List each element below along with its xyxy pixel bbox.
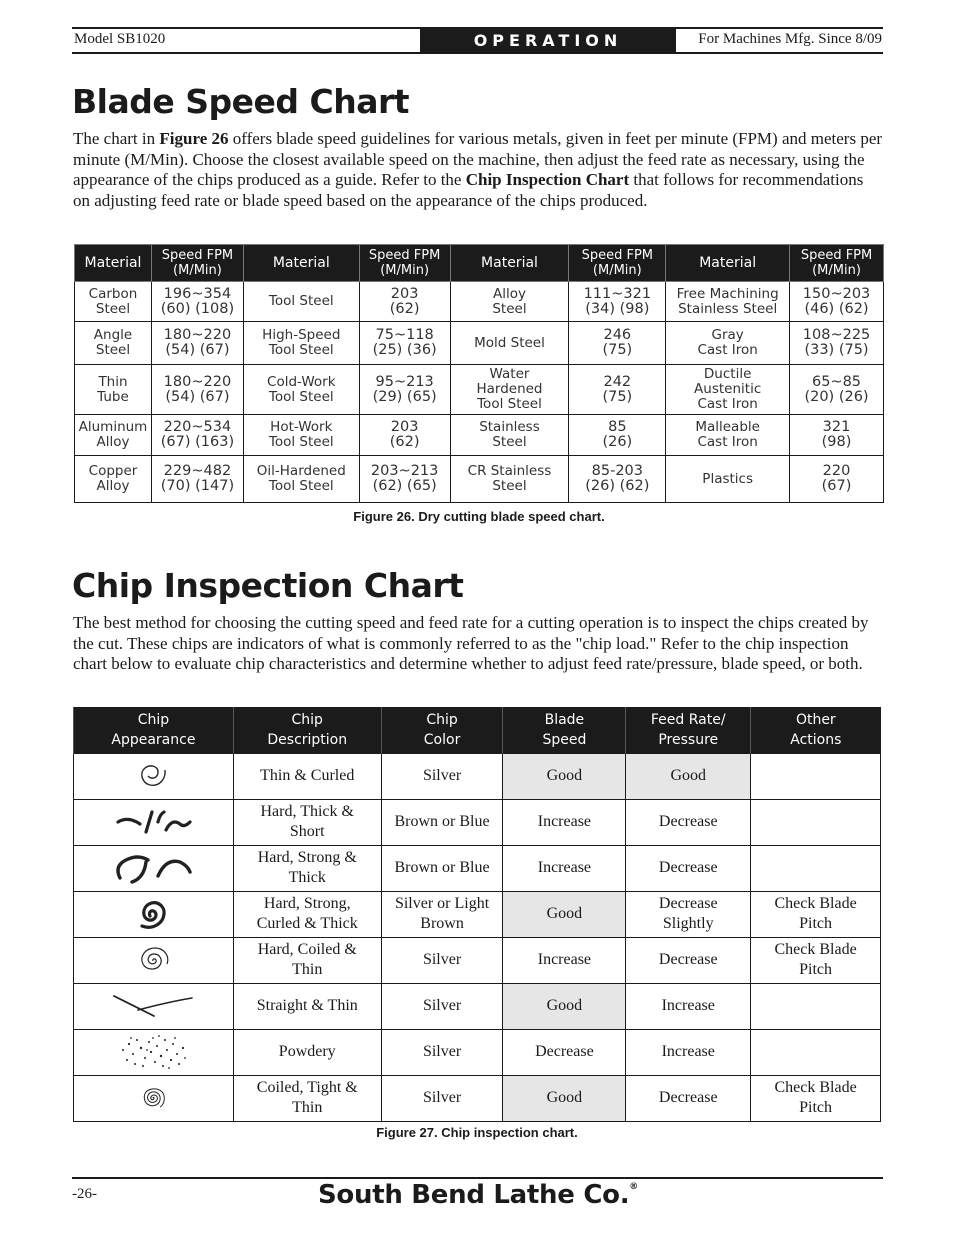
speed-cell: 85 (26): [569, 415, 666, 456]
material-cell: Ductile Austenitic Cast Iron: [666, 365, 790, 415]
chip-appearance-cell: [74, 845, 234, 891]
feed-rate-cell: Decrease: [626, 937, 751, 983]
speed-cell: 220~534 (67) (163): [151, 415, 243, 456]
chip-color-cell: Silver: [381, 983, 503, 1029]
footer-rule: [72, 1177, 883, 1179]
chip-description-cell: Hard, Thick & Short: [233, 799, 381, 845]
feed-rate-cell: Increase: [626, 1029, 751, 1075]
speed-cell: 180~220 (54) (67): [151, 365, 243, 415]
speed-cell: 203 (62): [359, 282, 450, 322]
chip-color-cell: Silver: [381, 1029, 503, 1075]
feed-rate-cell: Decrease: [626, 799, 751, 845]
chip-table-row: [74, 753, 881, 799]
blade-speed-cell: Good: [503, 753, 626, 799]
material-cell: Mold Steel: [450, 322, 569, 365]
speed-cell: 203~213 (62) (65): [359, 456, 450, 503]
feed-rate-cell: Decrease Slightly: [626, 891, 751, 937]
material-cell: Water Hardened Tool Steel: [450, 365, 569, 415]
chip-description-cell: Straight & Thin: [233, 983, 381, 1029]
feed-rate-header: Feed Rate/ Pressure: [626, 707, 751, 753]
chip-color-cell: Brown or Blue: [381, 845, 503, 891]
chip-table-row: [74, 937, 881, 983]
speed-cell: 242 (75): [569, 365, 666, 415]
chip-color-header: Chip Color: [381, 707, 503, 753]
coiled-thin-chip-icon: [74, 940, 233, 980]
blade-speed-cell: Increase: [503, 799, 626, 845]
chip-appearance-cell: [74, 1075, 234, 1121]
material-cell: Carbon Steel: [75, 282, 152, 322]
speed-cell: 180~220 (54) (67): [151, 322, 243, 365]
blade-speed-cell: Good: [503, 983, 626, 1029]
figure-26-reference: Figure 26: [159, 129, 229, 148]
chip-color-cell: Brown or Blue: [381, 799, 503, 845]
chip-description-cell: Coiled, Tight & Thin: [233, 1075, 381, 1121]
speed-cell: 111~321 (34) (98): [569, 282, 666, 322]
speed-cell: 75~118 (25) (36): [359, 322, 450, 365]
speed-cell: 246 (75): [569, 322, 666, 365]
material-cell: CR Stainless Steel: [450, 456, 569, 503]
chip-color-cell: Silver or Light Brown: [381, 891, 503, 937]
chip-inspection-paragraph: The best method for choosing the cutting speed and feed rate for a cutting operation is to inspect the chips created by the cut. These chips are indicators of what is commonly referred to as the "chip load." Refer to the chip inspection chart below to evaluate chip characteristics and determine whether to adjust feed rate/pressure, blade speed, or both.: [73, 613, 869, 673]
other-actions-cell: [751, 845, 881, 891]
speed-cell: 85-203 (26) (62): [569, 456, 666, 503]
chip-color-cell: Silver: [381, 937, 503, 983]
chip-description-cell: Powdery: [233, 1029, 381, 1075]
speed-table-row: [75, 322, 884, 365]
material-header: Material: [666, 245, 790, 282]
blade-speed-paragraph: The chart in Figure 26 offers blade speed guidelines for various metals, given in feet per minute (FPM) and meters per minute (M/Min). Choose the closest available speed on the machine, then adjust the feed rate as necessary, using the appearance of the chips produced as a guide. Refer to the Chip Inspection Chart that follows for recommendations on adjusting feed rate or blade speed based on the appearance of the chips produced.: [73, 129, 883, 210]
speed-table-row: [75, 456, 884, 503]
material-cell: Alloy Steel: [450, 282, 569, 322]
chip-appearance-cell: [74, 937, 234, 983]
other-actions-cell: Check Blade Pitch: [751, 937, 881, 983]
blade-speed-cell: Increase: [503, 937, 626, 983]
speed-cell: 220 (67): [790, 456, 884, 503]
speed-cell: 203 (62): [359, 415, 450, 456]
blade-speed-cell: Increase: [503, 845, 626, 891]
straight-thin-chip-icon: [74, 986, 233, 1026]
material-cell: Tool Steel: [243, 282, 359, 322]
other-actions-cell: [751, 983, 881, 1029]
machines-since-label: For Machines Mfg. Since 8/09: [698, 31, 882, 47]
page-header: [72, 27, 883, 54]
feed-rate-cell: Decrease: [626, 1075, 751, 1121]
chip-inspection-reference: Chip Inspection Chart: [465, 170, 630, 189]
chip-description-cell: Hard, Coiled & Thin: [233, 937, 381, 983]
chip-description-cell: Thin & Curled: [233, 753, 381, 799]
material-cell: Aluminum Alloy: [75, 415, 152, 456]
material-header: Material: [75, 245, 152, 282]
material-cell: Copper Alloy: [75, 456, 152, 503]
chip-color-cell: Silver: [381, 753, 503, 799]
material-cell: Hot-Work Tool Steel: [243, 415, 359, 456]
registered-mark: ®: [629, 1182, 638, 1192]
blade-speed-cell: Good: [503, 1075, 626, 1121]
powdery-chip-icon: [74, 1032, 233, 1072]
material-cell: Stainless Steel: [450, 415, 569, 456]
hard-thick-short-chip-icon: [74, 804, 233, 840]
chip-appearance-cell: [74, 753, 234, 799]
material-cell: Oil-Hardened Tool Steel: [243, 456, 359, 503]
speed-cell: 196~354 (60) (108): [151, 282, 243, 322]
header-rule-bottom: [72, 52, 883, 54]
other-actions-header: Other Actions: [751, 707, 881, 753]
chip-table-row: [74, 983, 881, 1029]
material-cell: Thin Tube: [75, 365, 152, 415]
speed-cell: 150~203 (46) (62): [790, 282, 884, 322]
material-cell: Gray Cast Iron: [666, 322, 790, 365]
speed-cell: 65~85 (20) (26): [790, 365, 884, 415]
speed-cell: 95~213 (29) (65): [359, 365, 450, 415]
hard-strong-thick-chip-icon: [74, 848, 233, 888]
blade-speed-cell: Decrease: [503, 1029, 626, 1075]
figure-26-caption: Figure 26. Dry cutting blade speed chart.: [353, 509, 605, 524]
speed-header: Speed FPM (M/Min): [569, 245, 666, 282]
material-cell: Malleable Cast Iron: [666, 415, 790, 456]
brand-logo: South Bend Lathe Co.®: [318, 1180, 638, 1210]
feed-rate-cell: Decrease: [626, 845, 751, 891]
chip-appearance-cell: [74, 983, 234, 1029]
blade-speed-cell: Good: [503, 891, 626, 937]
thin-curled-chip-icon: [74, 758, 233, 794]
material-cell: Angle Steel: [75, 322, 152, 365]
material-header: Material: [450, 245, 569, 282]
material-cell: Cold-Work Tool Steel: [243, 365, 359, 415]
chip-inspection-title: Chip Inspection Chart: [72, 566, 464, 605]
chip-table-header-row: [74, 707, 881, 753]
speed-table-row: [75, 415, 884, 456]
other-actions-cell: [751, 799, 881, 845]
feed-rate-cell: Good: [626, 753, 751, 799]
blade-speed-header: Blade Speed: [503, 707, 626, 753]
chip-table-row: [74, 1075, 881, 1121]
chip-inspection-table: [73, 707, 881, 1122]
blade-speed-table: [74, 244, 884, 503]
section-banner: OPERATION: [420, 29, 676, 52]
speed-cell: 229~482 (70) (147): [151, 456, 243, 503]
coiled-tight-chip-icon: [74, 1078, 233, 1118]
material-cell: High-Speed Tool Steel: [243, 322, 359, 365]
chip-color-cell: Silver: [381, 1075, 503, 1121]
speed-header: Speed FPM (M/Min): [359, 245, 450, 282]
speed-table-header-row: [75, 245, 884, 282]
figure-27-caption: Figure 27. Chip inspection chart.: [376, 1125, 578, 1140]
speed-cell: 321 (98): [790, 415, 884, 456]
chip-table-row: [74, 845, 881, 891]
model-label: Model SB1020: [74, 31, 166, 47]
chip-description-cell: Hard, Strong, Curled & Thick: [233, 891, 381, 937]
feed-rate-cell: Increase: [626, 983, 751, 1029]
other-actions-cell: [751, 1029, 881, 1075]
chip-table-row: [74, 1029, 881, 1075]
chip-description-cell: Hard, Strong & Thick: [233, 845, 381, 891]
speed-header: Speed FPM (M/Min): [790, 245, 884, 282]
blade-speed-title: Blade Speed Chart: [72, 82, 410, 121]
speed-table-row: [75, 365, 884, 415]
speed-cell: 108~225 (33) (75): [790, 322, 884, 365]
other-actions-cell: [751, 753, 881, 799]
material-header: Material: [243, 245, 359, 282]
chip-appearance-cell: [74, 1029, 234, 1075]
other-actions-cell: Check Blade Pitch: [751, 1075, 881, 1121]
page-number: -26-: [72, 1186, 97, 1202]
speed-table-row: [75, 282, 884, 322]
chip-appearance-header: Chip Appearance: [74, 707, 234, 753]
chip-appearance-cell: [74, 891, 234, 937]
chip-table-row: [74, 799, 881, 845]
chip-appearance-cell: [74, 799, 234, 845]
other-actions-cell: Check Blade Pitch: [751, 891, 881, 937]
speed-header: Speed FPM (M/Min): [151, 245, 243, 282]
material-cell: Plastics: [666, 456, 790, 503]
chip-table-row: [74, 891, 881, 937]
chip-description-header: Chip Description: [233, 707, 381, 753]
material-cell: Free Machining Stainless Steel: [666, 282, 790, 322]
curled-thick-chip-icon: [74, 894, 233, 934]
